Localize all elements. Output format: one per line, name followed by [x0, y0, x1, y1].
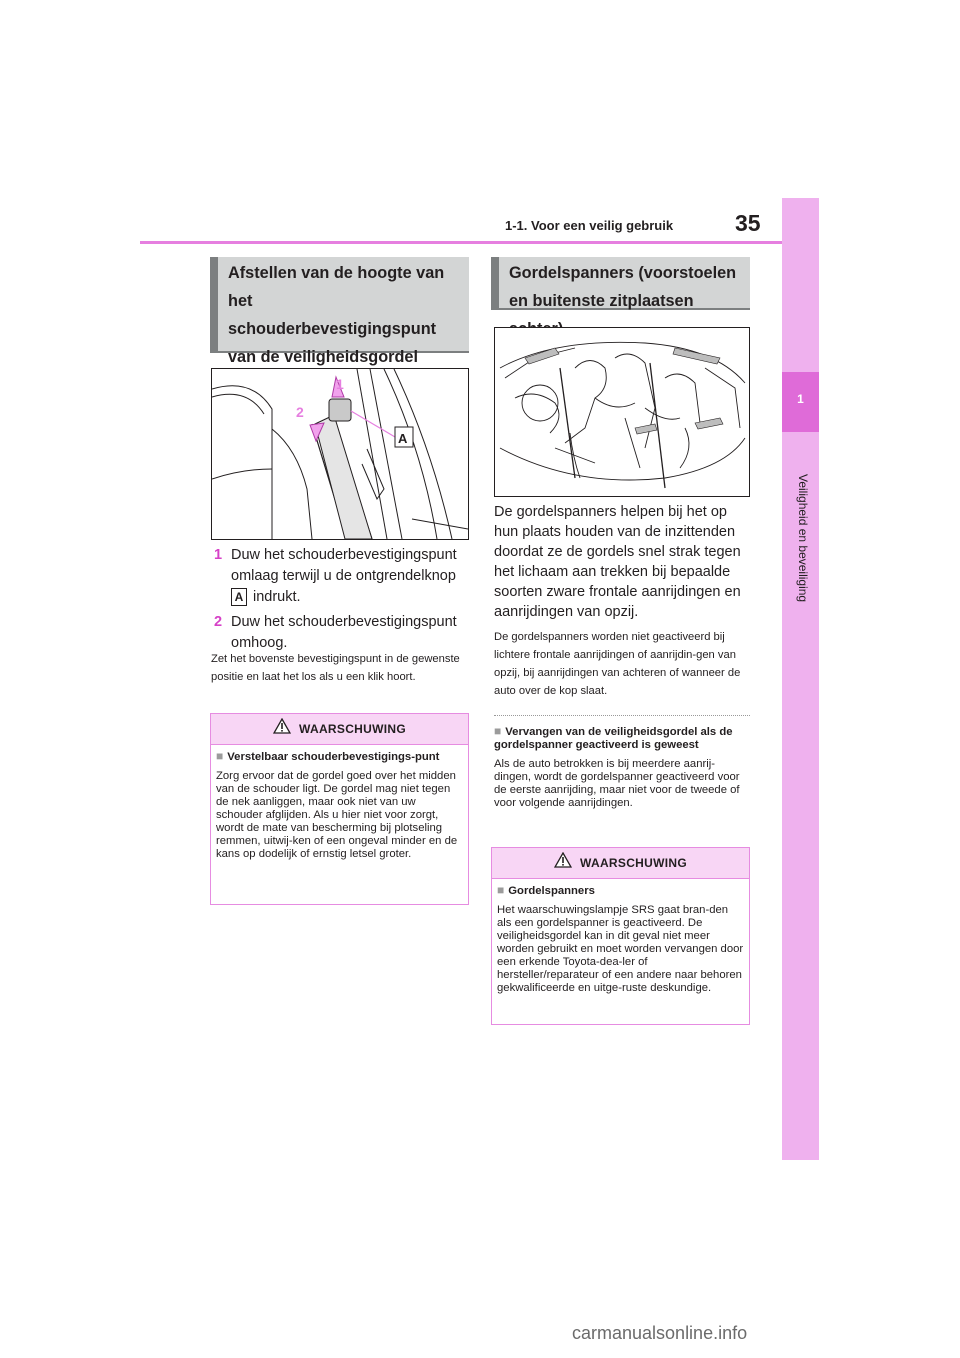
step-number: 1	[214, 547, 223, 563]
step-text: Duw het schouderbevestigingspunt omlaag terwijl u de ontgrendelknop	[231, 547, 457, 584]
arrow-label-1: 1	[336, 376, 344, 392]
section-title: 1-1. Voor een veilig gebruik	[505, 218, 674, 233]
illustration-shoulder-anchor	[211, 368, 469, 540]
warning-item-text: Zorg ervoor dat de gordel goed over het midden van de schouder ligt. De gordel mag niet tegen de nek aanliggen, maar ook niet van uw schouder afglijden. Als u hier niet voor zorgt, wordt de mate van bescherming bij plotseling remmen, uitwij-ken of een ongeval minder en de kans op dodelijk of ernstig letsel groter.	[216, 770, 458, 860]
warning-triangle-icon	[554, 849, 572, 879]
square-bullet-icon: ■	[216, 749, 224, 763]
body-text: De gordelspanners helpen bij het op hun plaats houden van de inzittenden doordat ze de gordels snel strak tegen het lichaam aan trekken bij bepaalde soorten zware frontale aanrijdingen en aanrijdingen van opzij.	[494, 504, 741, 620]
step-1	[214, 545, 487, 608]
release-button-callout: A	[231, 588, 247, 606]
warning-box	[210, 713, 469, 905]
chapter-side-tab	[782, 198, 819, 1160]
square-bullet-icon: ■	[494, 724, 502, 738]
warning-triangle-icon	[273, 715, 291, 745]
step-number: 2	[214, 614, 223, 630]
warning-box	[491, 847, 750, 1025]
illustration-pretensioners	[494, 327, 750, 497]
heading-pretensioners: Gordelspanners (voorstoelen en buitenste zitplaatsen	[491, 257, 750, 310]
topic-replacement	[494, 725, 750, 810]
warning-header	[211, 714, 468, 745]
car-interior-drawing	[495, 328, 749, 496]
topic-title: ■ Vervangen van de veiligheidsgordel als de gordelspanner geactiveerd is geweest	[494, 724, 733, 751]
divider	[494, 715, 750, 716]
warning-title: WAARSCHUWING	[580, 856, 687, 870]
seat-belt-anchor-drawing	[212, 369, 468, 539]
warning-title: WAARSCHUWING	[299, 722, 406, 736]
chapter-number: 1	[797, 392, 804, 406]
heading-shoulder-anchor: Afstellen van de hoogte van het schouderbevestigingspunt van de veiligheidsgordel	[210, 257, 469, 353]
watermark: carmanualsonline.info	[572, 1323, 748, 1343]
note-text: De gordelspanners worden niet geactiveerd bij lichtere frontale aanrijdingen of aanrijdin-gen van opzij, bij aanrijdingen van achteren of wanneer de auto over de kop slaat.	[494, 631, 741, 697]
warning-item-title: ■ Gordelspanners	[497, 883, 595, 897]
square-bullet-icon: ■	[497, 883, 505, 897]
topic-text: Als de auto betrokken is bij meerdere aanrij-dingen, wordt de gordelspanner geactiveerd voor de eerste aanrijding, maar niet voor de tweede of voor volgende aanrijdingen.	[494, 758, 740, 809]
warning-item-text: Het waarschuwingslampje SRS gaat bran-den als een gordelspanner is geactiveerd. De veiligheidsgordel kan in dit geval niet meer worden gebruikt en moet worden vervangen door een erkende Toyota-dea-ler of hersteller/reparateur of een andere naar behoren gekwalificeerde en uitge-ruste deskundige.	[497, 904, 744, 994]
page-number: 35	[735, 210, 761, 236]
callout-label: A	[398, 431, 408, 446]
arrow-label-2: 2	[296, 404, 304, 420]
warning-item-title: ■ Verstelbaar schouderbevestigings-punt	[216, 749, 440, 763]
warning-header	[492, 848, 749, 879]
chapter-title: Veiligheid en beveiliging	[796, 474, 810, 603]
header-rule	[140, 241, 782, 244]
step-text: Duw het schouderbevestigingspunt omhoog.	[231, 614, 457, 651]
step-text-end: indrukt.	[253, 589, 301, 605]
step-2	[214, 612, 487, 654]
note-text: Zet het bovenste bevestigingspunt in de gewenste positie en laat het los als u een klik hoort.	[211, 653, 460, 683]
